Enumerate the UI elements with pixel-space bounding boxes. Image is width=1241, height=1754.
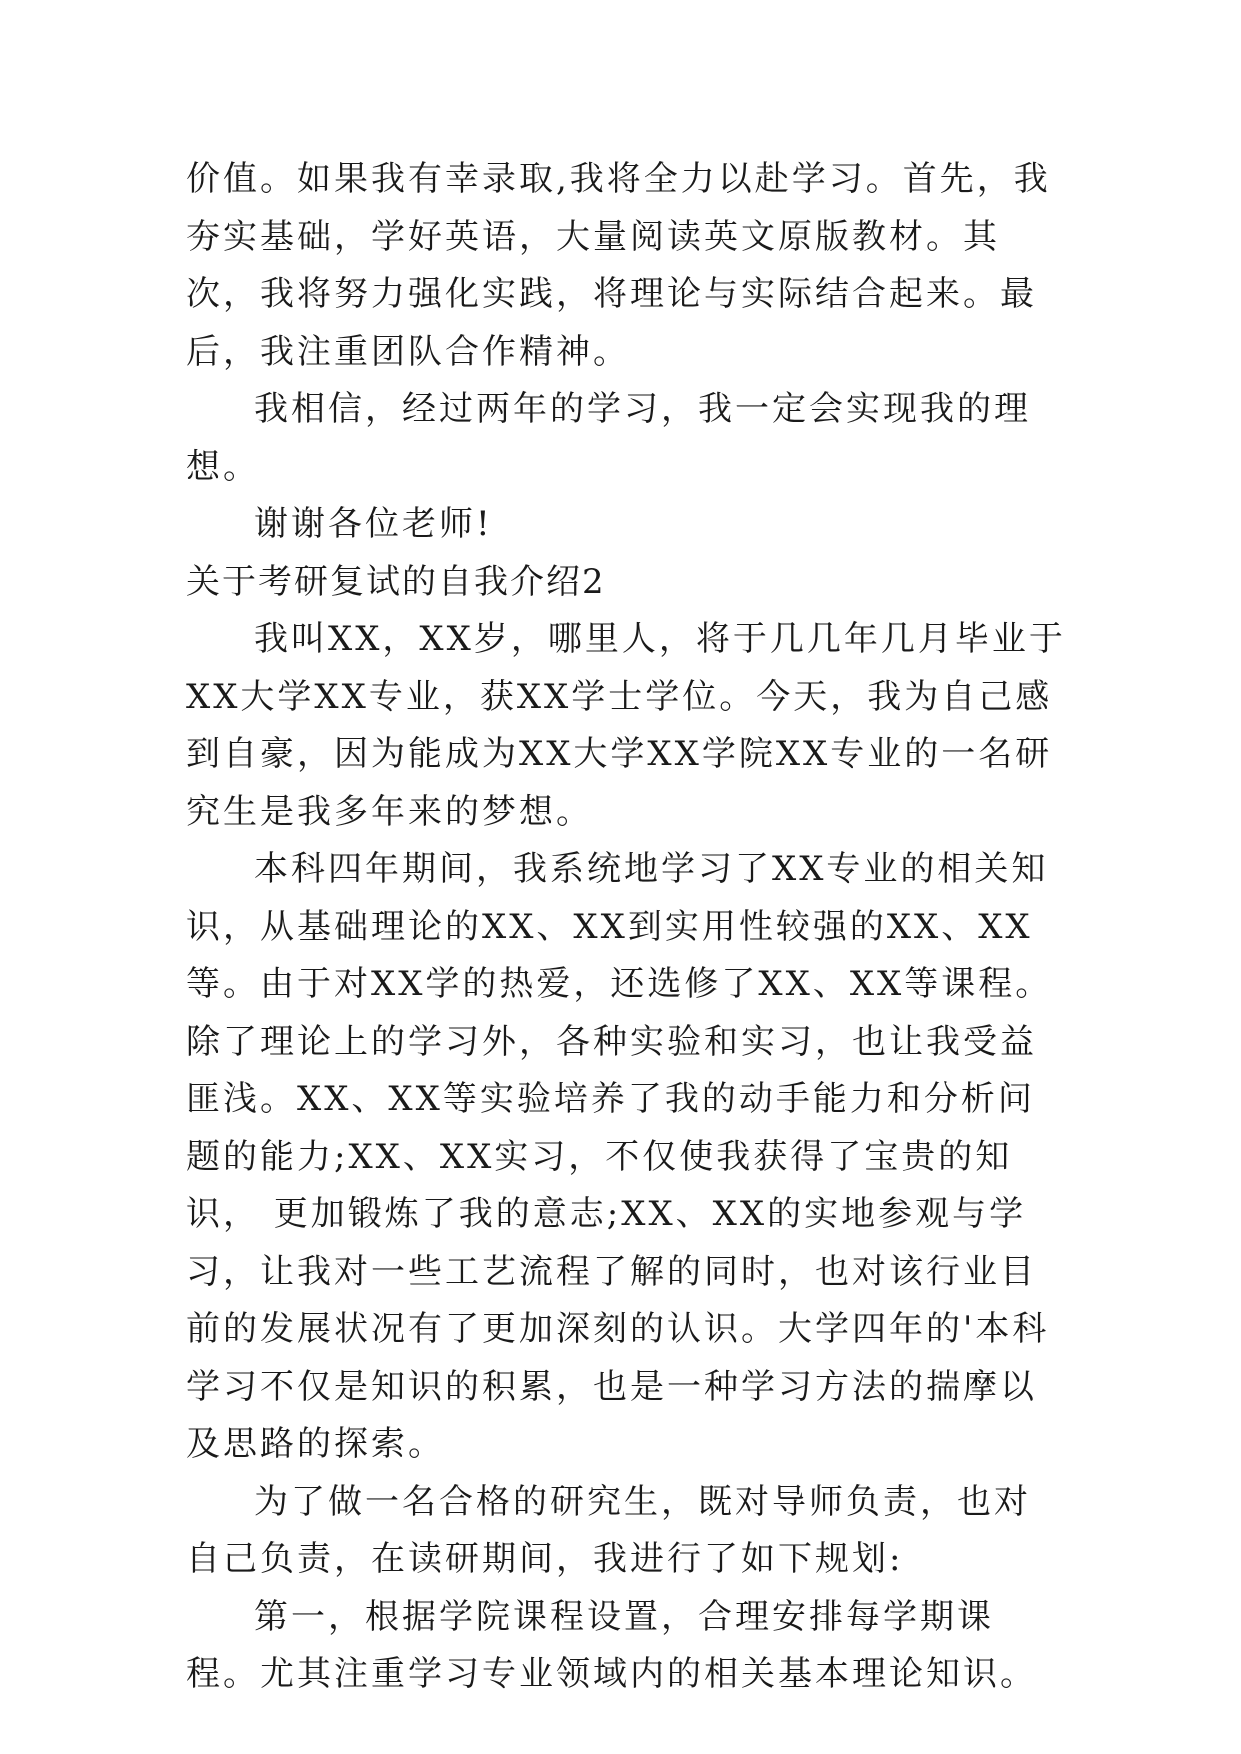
paragraph-plan-intro: 为了做一名合格的研究生，既对导师负责，也对自己负责，在读研期间，我进行了如下规划: xyxy=(186,1481,1031,1579)
document-body xyxy=(186,151,1066,1704)
section-heading: 关于考研复试的自我介绍2 xyxy=(186,561,606,602)
paragraph-introduction: 我叫XX，XX岁，哪里人，将于几几年几月毕业于XX大学XX专业，获XX学士学位。今天，我为自己感到自豪，因为能成为XX大学XX学院XX专业的一名研究生是我多年来的梦想。 xyxy=(186,619,1066,832)
paragraph-undergraduate: 本科四年期间，我系统地学习了XX专业的相关知识，从基础理论的XX、XX到实用性较强的XX、XX等。由于对XX学的热爱，还选修了XX、XX等课程。除了理论上的学习外，各种实验和实习，也让我受益匪浅。XX、XX等实验培养了我的动手能力和分析问题的能力;XX、XX实习，不仅使我获得了宝贵的知识， 更加锻炼了我的意志;XX、XX的实地参观与学习，让我对一些工艺流程了解的同时，也对该行业目前的发展状况有了更加深刻的认识。大学四年的'本科学习不仅是知识的积累，也是一种学习方法的揣摩以及思路的探索。 xyxy=(186,849,1053,1464)
paragraph-plan-first: 第一，根据学院课程设置，合理安排每学期课程。尤其注重学习专业领域内的相关基本理论知识。 xyxy=(186,1596,1037,1694)
paragraph-continuation: 价值。如果我有幸录取,我将全力以赴学习。首先，我夯实基础，学好英语，大量阅读英文原版教材。其次，我将努力强化实践，将理论与实际结合起来。最后，我注重团队合作精神。 xyxy=(186,159,1051,372)
paragraph-thanks: 谢谢各位老师! xyxy=(254,504,493,544)
paragraph-belief: 我相信，经过两年的学习，我一定会实现我的理想。 xyxy=(186,389,1031,487)
